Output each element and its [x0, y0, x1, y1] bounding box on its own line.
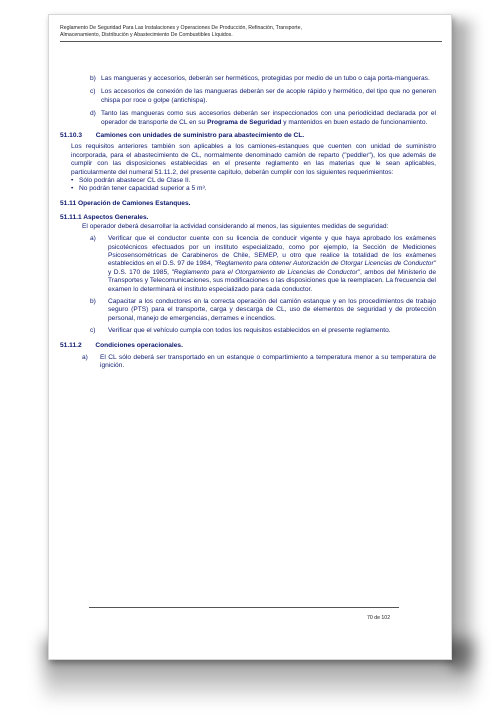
item-label: b): [90, 297, 96, 305]
list-item: [90, 298, 436, 323]
item-text: Las mangueras y accesorios, deberán ser herméticos, protegidas por medio de un tubo o caja porta-mangueras.: [101, 75, 430, 82]
document-page: [48, 14, 452, 660]
item-text: [108, 235, 436, 294]
list-item: [90, 235, 436, 294]
list-item: [90, 88, 436, 105]
section-number: 51.11.1: [60, 214, 82, 222]
section-paragraph: Los requisitos anteriores también son aplicables a los camiones-estanques que cuenten con unidad de suministro incorporada, para el abastecimiento de CL, normalmente denominado camión de reparto ("peddler"), los que además de cumplir con las disposiciones establecidas en el presente reglamento en las materias que le sean aplicables, particularmente del numeral 51.11.2, del presente capítulo, deberán cumplir con los siguientes requerimientos:: [71, 143, 436, 176]
list-item: [82, 354, 436, 371]
item-label: c): [90, 88, 96, 96]
section-number: 51.11: [60, 199, 77, 207]
item-text: Los accesorios de conexión de las mangueras deberán ser de acople rápido y hermético, del tipo que no generen chispa por roce o golpe (antichispa).: [101, 88, 436, 104]
bullet-item: [71, 185, 436, 193]
item-text-part: y D.S. 170 de 1985,: [108, 268, 172, 276]
item-text-part: Verificar que el conductor cuente con su licencia de conducir vigente y que haya aprobado los exámenes psicotécnicos efectuados por un instituto especializado, como por ejemplo, la Sección de Mediciones Psicosensométricas de Carabineros de Chile, SEMEP, u otro que realice la totalidad de los exámenes establecidos en el D.S. 97 de 1984,: [108, 235, 436, 268]
item-label: c): [90, 327, 96, 335]
bullet-text: Sólo podrán abastecer CL de Clase II.: [79, 177, 191, 185]
section-title: Condiciones operacionales.: [95, 341, 183, 349]
list-item: [90, 75, 436, 83]
item-label: a): [82, 353, 88, 361]
item-text-part: , ambos del Ministerio de Transportes y Telecomunicaciones, sus modificaciones o las disposiciones que la reemplacen. La frecuencia del examen lo determinará el instituto especializado para cada conductor.: [108, 268, 436, 293]
list-item: [90, 327, 436, 335]
page-number: 70 de 102: [367, 615, 391, 621]
item-text-italic: "Reglamento para el Otorgamiento de Licencias de Conductor": [171, 268, 361, 276]
item-text: Capacitar a los conductores en la correcta operación del camión estanque y en los procedimientos de trabajo seguro (PTS) para el transporte, carga y descarga de CL, uso de elementos de seguridad y de protección personal, manejo de emergencias, derrames e incendios.: [108, 297, 436, 322]
section-heading-51-10-3: [60, 132, 438, 140]
item-text: Verificar que el vehículo cumpla con todos los requisitos establecidos en el presente reglamento.: [108, 327, 391, 335]
section-intro: El operador deberá desarrollar la actividad considerando al menos, las siguientes medidas de seguridad:: [82, 222, 389, 230]
header-rule: [60, 41, 442, 42]
item-text-part: y mantenidos en buen estado de funcionamiento.: [281, 118, 428, 126]
item-label: d): [90, 110, 96, 118]
section-title: Camiones con unidades de suministro para abastecimiento de CL.: [95, 132, 305, 140]
header-line-2: Almacenamiento, Distribución y Abastecimiento De Combustibles Líquidos.: [60, 32, 233, 38]
bullet-icon: •: [71, 177, 74, 185]
bullet-item: [71, 177, 436, 185]
item-label: b): [90, 75, 96, 82]
item-text-bold: Programa de Seguridad: [207, 118, 282, 126]
section-heading-51-11-1: [60, 214, 438, 222]
item-text: El CL sólo deberá ser transportado en un estanque o compartimiento a temperatura menor a su temperatura de ignición.: [100, 353, 436, 370]
item-text-part: Tanto las mangueras como sus accesorios deberán ser inspeccionados con una periodicidad declarada por el operador de transporte de CL en su: [101, 110, 436, 126]
bullet-text: No podrán tener capacidad superior a 5 m³.: [79, 185, 207, 193]
page-body: [60, 75, 438, 371]
bullet-icon: •: [71, 185, 74, 193]
section-heading-51-11-2: [60, 342, 438, 350]
page-shadow-right: [452, 20, 478, 670]
section-heading-51-11: [60, 200, 438, 208]
section-title: Operación de Camiones Estanques.: [77, 199, 191, 207]
header-line-1: Reglamento De Seguridad Para Las Instalaciones y Operaciones De Producción, Refinación, Transporte,: [60, 25, 302, 31]
list-item: [90, 110, 436, 127]
item-text: [101, 110, 436, 127]
section-number: 51.11.2: [60, 341, 82, 349]
page-header: [60, 25, 442, 42]
section-number: 51.10.3: [60, 132, 82, 140]
section-title: Aspectos Generales.: [83, 214, 149, 222]
item-label: a): [90, 235, 96, 243]
footer-rule: [89, 607, 399, 608]
item-text-italic: "Reglamento para obtener Autorización de Otorgar Licencias de Conductor": [214, 260, 436, 268]
